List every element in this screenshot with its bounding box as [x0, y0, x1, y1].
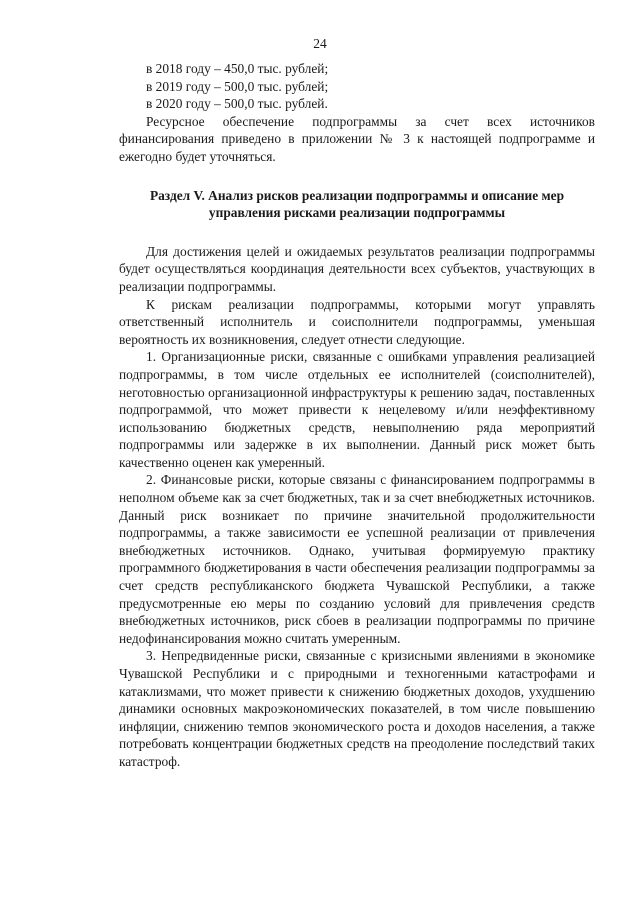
- paragraph-organizational-risks: 1. Организационные риски, связанные с ошибками управления реализацией подпрограммы, в том числе отдельных ее исполнителей (соисполнителей), неготовностью организационной инфраструктуры к решению задач, поставленных подпрограммой, что может привести к нецелевому и/или неэффективному использованию бюджетных средств, невыполнению ряда мероприятий подпрограммы или задержке в их выполнении. Данный риск может быть качественно оценен как умеренный.: [119, 349, 595, 470]
- paragraph-coordination: Для достижения целей и ожидаемых результатов реализации подпрограммы будет осуществляться координация деятельности всех субъектов, участвующих в реализации подпрограммы.: [119, 243, 595, 294]
- document-body: [119, 60, 595, 771]
- paragraph-risks-intro: К рискам реализации подпрограммы, которыми могут управлять ответственный исполнитель и соисполнители подпрограммы, уменьшая вероятность их возникновения, следует отнести следующие.: [119, 296, 595, 347]
- section-title: [119, 187, 595, 222]
- resource-paragraph: Ресурсное обеспечение подпрограммы за счет всех источников финансирования приведено в приложении № 3 к настоящей подпрограмме и ежегодно будет уточняться.: [119, 113, 595, 164]
- funding-2020-line: в 2020 году – 500,0 тыс. рублей.: [146, 96, 328, 112]
- section-title-line-2: управления рисками реализации подпрограммы: [208, 205, 506, 221]
- paragraph-financial-risks: 2. Финансовые риски, которые связаны с финансированием подпрограммы в неполном объеме как за счет бюджетных, так и за счет внебюджетных источников. Данный риск возникает по причине значительной продолжительности подпрограммы, а также зависимости ее успешной реализации от привлечения внебюджетных источников. Однако, учитывая формируемую практику программного бюджетирования в части обеспечения реализации подпрограммы за счет средств республиканского бюджета Чувашской Республики, а также предусмотренные ею меры по созданию условий для привлечения средств внебюджетных источников, риск сбоев в реализации подпрограммы по причине недофинансирования можно считать умеренным.: [119, 472, 595, 646]
- paragraph-unforeseen-risks: 3. Непредвиденные риски, связанные с кризисными явлениями в экономике Чувашской Республики и с природными и техногенными катастрофами и катаклизмами, что может привести к снижению бюджетных доходов, ухудшению динамики основных макроэкономических показателей, в том числе повышению инфляции, снижению темпов экономического роста и доходов населения, а также потребовать концентрации бюджетных средств на преодоление последствий таких катастроф.: [119, 648, 595, 769]
- funding-2019-line: в 2019 году – 500,0 тыс. рублей;: [146, 78, 329, 94]
- funding-2018-line: в 2018 году – 450,0 тыс. рублей;: [146, 61, 329, 76]
- section-title-line-1: Раздел V. Анализ рисков реализации подпрограммы и описание мер: [149, 187, 565, 203]
- page-number: 24: [313, 36, 327, 51]
